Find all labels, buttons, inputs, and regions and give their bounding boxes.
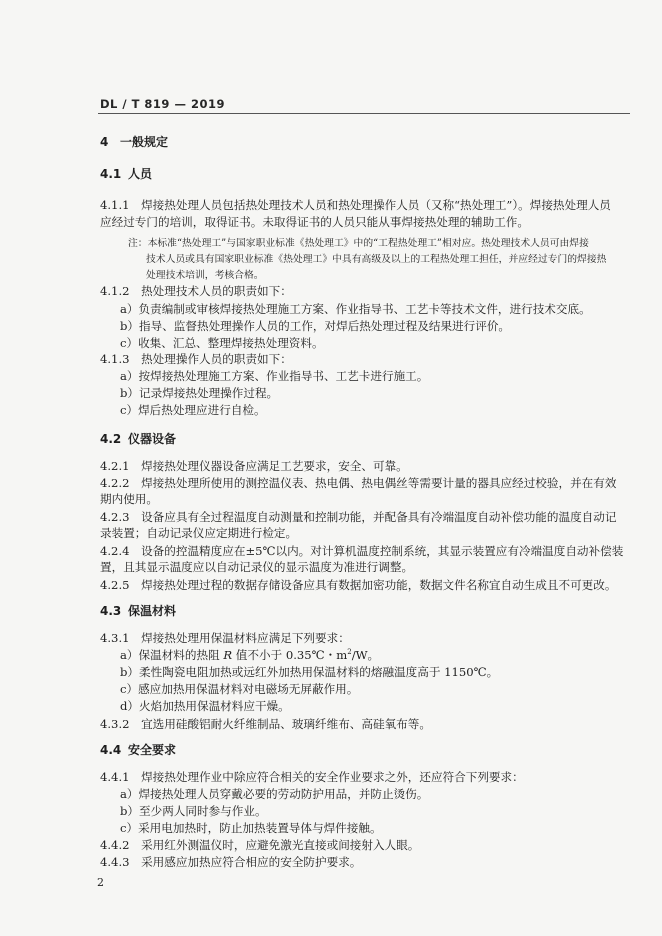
- list-item: [120, 648, 379, 663]
- section-number: 4.3: [100, 604, 122, 618]
- clause-4-2-4: 4.2.4 设备的控温精度应在±5℃以内。对计算机温度控制系统，其显示装置应有冷端温度自动补偿装: [100, 544, 624, 558]
- clause-4-2-4-cont: 置，且其显示温度应以自动记录仪的显示温度为准进行调整。: [100, 560, 414, 574]
- section-title: 人员: [128, 167, 153, 181]
- text-run: a）保温材料的热阻: [120, 648, 224, 662]
- clause-4-3-2: 4.3.2 宜选用硅酸铝耐火纤维制品、玻璃纤维布、高硅氧布等。: [100, 717, 431, 731]
- section-heading-4-4: [100, 743, 176, 758]
- clause-4-2-2-cont: 期内使用。: [100, 492, 158, 506]
- clause-4-2-3-cont: 录装置；自动记录仪应定期进行检定。: [100, 526, 298, 540]
- superscript: 2: [347, 648, 352, 657]
- clause-4-4-2: 4.4.2 采用红外测温仪时，应避免激光直接或间接射入人眼。: [100, 838, 420, 852]
- list-item: c）采用电加热时，防止加热装置导体与焊件接触。: [120, 821, 382, 835]
- section-title: 一般规定: [120, 135, 169, 149]
- list-item: b）记录焊接热处理操作过程。: [120, 386, 279, 400]
- section-number: 4.2: [100, 432, 122, 446]
- list-item: a）按焊接热处理施工方案、作业指导书、工艺卡进行施工。: [120, 369, 429, 383]
- note-line: 处理技术培训，考核合格。: [146, 270, 264, 281]
- clause-4-1-2: 4.1.2 热处理技术人员的职责如下：: [100, 284, 292, 298]
- clause-4-1-1-cont: 应经过专门的培训，取得证书。未取得证书的人员只能从事焊接热处理的辅助工作。: [100, 215, 529, 229]
- section-heading-4-1: [100, 167, 152, 182]
- list-item: b）柔性陶瓷电阻加热或远红外加热用保温材料的熔融温度高于 1150℃。: [120, 665, 499, 679]
- text-run: /W。: [351, 648, 380, 662]
- clause-4-4-1: 4.4.1 焊接热处理作业中除应符合相关的安全作业要求之外，还应符合下列要求：: [100, 770, 524, 784]
- clause-4-2-5: 4.2.5 焊接热处理过程的数据存储设备应具有数据加密功能，数据文件名称宜自动生成且不可更改。: [100, 578, 617, 592]
- section-heading-4: [100, 135, 168, 150]
- list-item: b）至少两人同时参与作业。: [120, 804, 267, 818]
- list-item: b）指导、监督热处理操作人员的工作，对焊后热处理过程及结果进行评价。: [120, 319, 511, 333]
- text-run: 值不小于 0.35℃・m: [232, 648, 348, 662]
- list-item: d）火焰加热用保温材料应干燥。: [120, 699, 290, 713]
- section-number: 4.1: [100, 167, 122, 181]
- list-item: a）焊接热处理人员穿戴必要的劳动防护用品，并防止烫伤。: [120, 787, 429, 801]
- clause-4-2-3: 4.2.3 设备应具有全过程温度自动测量和控制功能，并配备具有冷端温度自动补偿功能的温度自动记: [100, 510, 617, 524]
- note-line: 注：本标准“热处理工”与国家职业标准《热处理工》中的“工程热处理工”相对应。热处理技术人员可由焊接: [128, 238, 589, 249]
- clause-4-1-1: 4.1.1 焊接热处理人员包括热处理技术人员和热处理操作人员（又称“热处理工”）。焊接热处理人员: [100, 198, 611, 212]
- list-item: c）焊后热处理应进行自检。: [120, 403, 266, 417]
- clause-4-4-3: 4.4.3 采用感应加热应符合相应的安全防护要求。: [100, 855, 362, 869]
- section-heading-4-2: [100, 432, 176, 447]
- variable-r: R: [223, 648, 233, 662]
- standard-code: DL / T 819 — 2019: [100, 97, 225, 111]
- section-number: 4.4: [100, 743, 122, 757]
- section-title: 安全要求: [128, 743, 177, 757]
- section-heading-4-3: [100, 604, 176, 619]
- section-title: 仪器设备: [128, 432, 177, 446]
- clause-4-3-1: 4.3.1 焊接热处理用保温材料应满足下列要求：: [100, 631, 350, 645]
- list-item: a）负责编制或审核焊接热处理施工方案、作业指导书、工艺卡等技术文件，进行技术交底。: [120, 302, 591, 316]
- list-item: c）感应加热用保温材料对电磁场无屏蔽作用。: [120, 682, 359, 696]
- page-number: 2: [97, 876, 104, 889]
- note-line: 技术人员或具有国家职业标准《热处理工》中具有高级及以上的工程热处理工担任，并应经过专门的焊接热: [146, 254, 607, 265]
- list-item: c）收集、汇总、整理焊接热处理资料。: [120, 336, 324, 350]
- section-title: 保温材料: [128, 604, 177, 618]
- section-number: 4: [100, 135, 109, 149]
- clause-4-1-3: 4.1.3 热处理操作人员的职责如下：: [100, 352, 292, 366]
- clause-4-2-2: 4.2.2 焊接热处理所使用的测控温仪表、热电偶、热电偶丝等需要计量的器具应经过校验，并在有效: [100, 476, 617, 490]
- header-rule: [98, 113, 630, 114]
- clause-4-2-1: 4.2.1 焊接热处理仪器设备应满足工艺要求，安全、可靠。: [100, 459, 408, 473]
